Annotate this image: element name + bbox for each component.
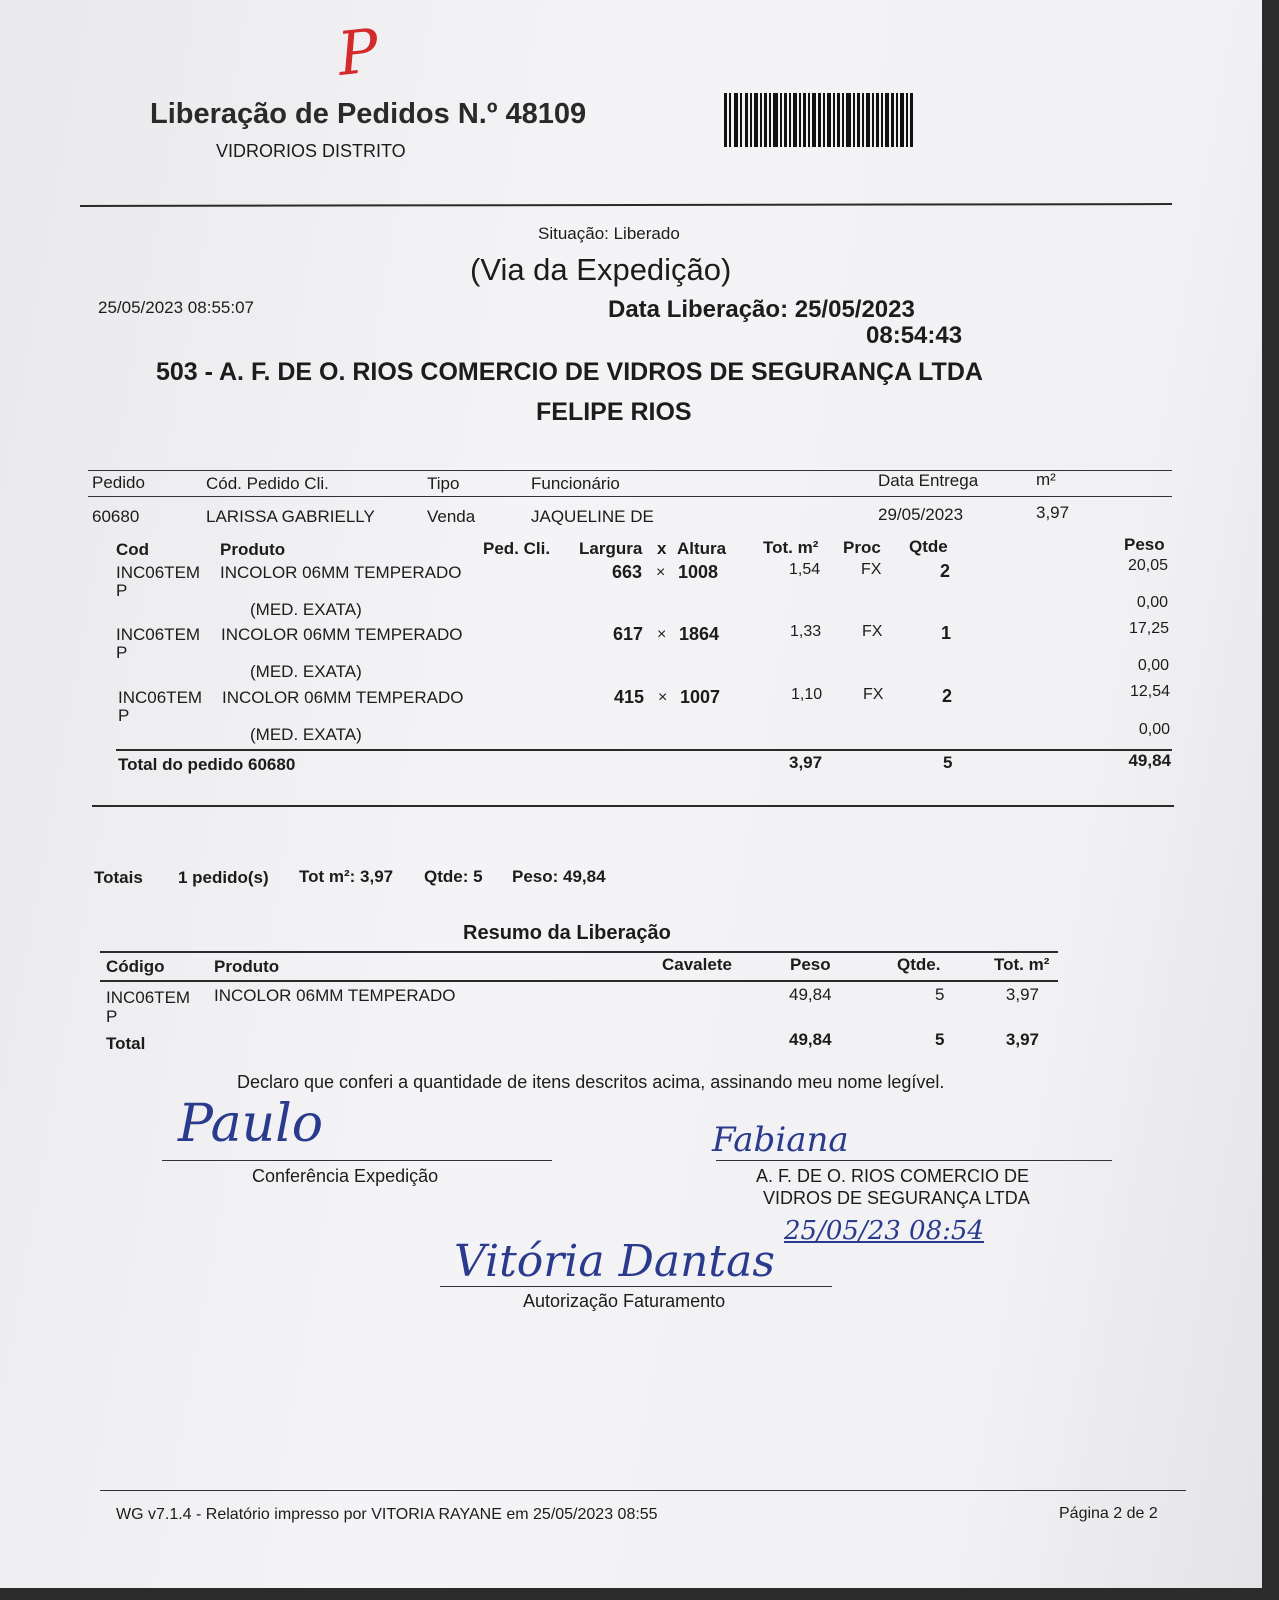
- item-2-qtde: 1: [941, 623, 952, 643]
- item-1-tot-m2: 1,54: [789, 561, 821, 578]
- item-2-cod: INC06TEM: [116, 625, 201, 644]
- summary-col-cavalete: Cavalete: [662, 955, 732, 974]
- item-col-proc: Proc: [843, 538, 881, 557]
- order-total-m2: 3,97: [789, 753, 823, 772]
- footer-divider: [100, 1490, 1186, 1491]
- order-total-peso: 49,84: [1128, 751, 1171, 770]
- order-total-divider: [116, 749, 1172, 751]
- item-1-obs: (MED. EXATA): [250, 600, 362, 619]
- item-3-x: ×: [658, 689, 668, 706]
- item-col-altura: Altura: [677, 539, 727, 558]
- release-date: Data Liberação: 25/05/2023: [608, 296, 915, 323]
- summary-col-qtde: Qtde.: [897, 955, 941, 974]
- col-pedido: Pedido: [92, 473, 145, 492]
- summary-row-cod-suffix: P: [106, 1007, 118, 1026]
- item-2-obs: (MED. EXATA): [250, 662, 362, 681]
- handwritten-date: 25/05/23 08:54: [784, 1216, 984, 1246]
- signature-line-bottom: [440, 1286, 832, 1287]
- item-col-x: x: [657, 539, 667, 558]
- item-2-proc: FX: [862, 623, 883, 640]
- summary-total-peso: 49,84: [789, 1030, 832, 1049]
- signature-label-bottom: Autorização Faturamento: [523, 1291, 726, 1311]
- item-3-proc: FX: [863, 686, 884, 703]
- copy-type: (Via da Expedição): [470, 252, 732, 287]
- item-col-qtde: Qtde: [909, 537, 948, 556]
- item-1-qtde: 2: [940, 561, 951, 581]
- summary-title: Resumo da Liberação: [463, 922, 671, 944]
- handwritten-mark: P: [334, 16, 382, 90]
- item-col-tot-m2: Tot. m²: [763, 538, 819, 557]
- item-2-x: ×: [657, 626, 667, 643]
- item-2-largura: 617: [613, 624, 644, 644]
- release-time: 08:54:43: [866, 322, 963, 349]
- declaration-text: Declaro que conferi a quantidade de itens descritos acima, assinando meu nome legível.: [237, 1072, 945, 1092]
- order-total-qtde: 5: [943, 753, 953, 772]
- item-3-altura: 1007: [680, 687, 721, 707]
- summary-col-produto: Produto: [214, 957, 280, 976]
- summary-row-cod: INC06TEM: [106, 988, 191, 1007]
- document-title: Liberação de Pedidos N.º 48109: [150, 98, 587, 130]
- item-2-produto: INCOLOR 06MM TEMPERADO: [221, 625, 463, 644]
- header-divider: [80, 203, 1172, 207]
- item-3-cod: INC06TEM: [118, 688, 203, 707]
- summary-row-peso: 49,84: [789, 985, 832, 1004]
- signature-label-left: Conferência Expedição: [252, 1166, 439, 1186]
- item-3-largura: 415: [614, 687, 645, 707]
- col-m2: m²: [1036, 470, 1056, 489]
- item-1-peso-obs: 0,00: [1136, 594, 1168, 611]
- totals-qtde: Qtde: 5: [424, 867, 483, 886]
- order-tipo: Venda: [427, 507, 476, 526]
- item-1-x: ×: [656, 564, 666, 581]
- summary-row-produto: INCOLOR 06MM TEMPERADO: [214, 986, 456, 1005]
- signature-autorizacao: Vitória Dantas: [454, 1236, 775, 1287]
- item-3-peso: 12,54: [1129, 683, 1170, 700]
- item-col-largura: Largura: [579, 539, 643, 558]
- item-3-qtde: 2: [942, 686, 953, 706]
- signature-label-right-2: VIDROS DE SEGURANÇA LTDA: [763, 1188, 1030, 1208]
- item-3-produto: INCOLOR 06MM TEMPERADO: [222, 688, 464, 707]
- totals-pedidos: 1 pedido(s): [178, 868, 269, 887]
- print-datetime: 25/05/2023 08:55:07: [98, 298, 254, 317]
- item-col-cod: Cod: [116, 540, 150, 559]
- order-pedido: 60680: [92, 507, 140, 526]
- item-2-peso: 17,25: [1128, 620, 1169, 637]
- totals-label: Totais: [94, 868, 143, 887]
- col-data-entrega: Data Entrega: [878, 471, 979, 490]
- signature-label-right-1: A. F. DE O. RIOS COMERCIO DE: [756, 1166, 1030, 1186]
- signature-line-left: [162, 1160, 552, 1161]
- item-2-peso-obs: 0,00: [1137, 657, 1169, 674]
- item-2-cod-suffix: P: [116, 643, 128, 662]
- item-1-altura: 1008: [678, 562, 719, 582]
- item-2-tot-m2: 1,33: [790, 623, 822, 640]
- summary-header-divider: [100, 980, 1058, 982]
- summary-total-tot-m2: 3,97: [1005, 1030, 1039, 1049]
- order-header-divider: [88, 496, 1172, 497]
- signature-line-right: [716, 1160, 1112, 1161]
- signature-client: Fabiana: [712, 1120, 849, 1160]
- item-1-cod-suffix: P: [116, 581, 128, 600]
- item-1-proc: FX: [861, 561, 882, 578]
- totals-peso: Peso: 49,84: [512, 867, 606, 886]
- items-end-divider: [92, 805, 1174, 807]
- summary-row-tot-m2: 3,97: [1005, 985, 1039, 1004]
- item-col-peso: Peso: [1124, 535, 1165, 554]
- item-3-tot-m2: 1,10: [791, 686, 823, 703]
- barcode: [724, 93, 916, 147]
- client-name: 503 - A. F. DE O. RIOS COMERCIO DE VIDROS DE SEGURANÇA LTDA: [156, 358, 983, 386]
- signature-conferencia: Paulo: [178, 1094, 324, 1154]
- item-1-cod: INC06TEM: [116, 563, 201, 582]
- summary-col-codigo: Código: [106, 957, 165, 976]
- item-2-altura: 1864: [679, 624, 720, 644]
- totals-m2: Tot m²: 3,97: [299, 867, 394, 886]
- item-3-cod-suffix: P: [118, 706, 130, 725]
- order-cod-pedido-cli: LARISSA GABRIELLY: [206, 507, 375, 526]
- summary-total-qtde: 5: [935, 1030, 945, 1049]
- item-3-obs: (MED. EXATA): [250, 725, 362, 744]
- order-table-top: [88, 470, 1172, 471]
- item-col-ped-cli: Ped. Cli.: [483, 539, 551, 558]
- summary-top-divider: [100, 951, 1058, 953]
- item-1-peso: 20,05: [1127, 557, 1168, 574]
- company-name: VIDRORIOS DISTRITO: [216, 141, 406, 161]
- order-data-entrega: 29/05/2023: [878, 505, 964, 524]
- order-m2: 3,97: [1036, 503, 1070, 522]
- col-cod-pedido-cli: Cód. Pedido Cli.: [206, 474, 329, 493]
- summary-col-tot-m2: Tot. m²: [994, 955, 1050, 974]
- item-1-largura: 663: [612, 562, 643, 582]
- order-total-label: Total do pedido 60680: [118, 755, 296, 774]
- item-1-produto: INCOLOR 06MM TEMPERADO: [220, 563, 462, 582]
- col-funcionario: Funcionário: [531, 474, 620, 493]
- summary-total-label: Total: [106, 1034, 146, 1053]
- col-tipo: Tipo: [427, 474, 460, 493]
- summary-row-qtde: 5: [935, 985, 945, 1004]
- client-contact: FELIPE RIOS: [536, 398, 692, 426]
- status-text: Situação: Liberado: [538, 224, 680, 243]
- item-col-produto: Produto: [220, 540, 286, 559]
- order-funcionario: JAQUELINE DE: [531, 507, 654, 526]
- item-3-peso-obs: 0,00: [1138, 721, 1170, 738]
- footer-printed-by: WG v7.1.4 - Relatório impresso por VITORIA RAYANE em 25/05/2023 08:55: [116, 1506, 658, 1523]
- summary-col-peso: Peso: [790, 955, 831, 974]
- footer-page: Página 2 de 2: [1059, 1505, 1158, 1522]
